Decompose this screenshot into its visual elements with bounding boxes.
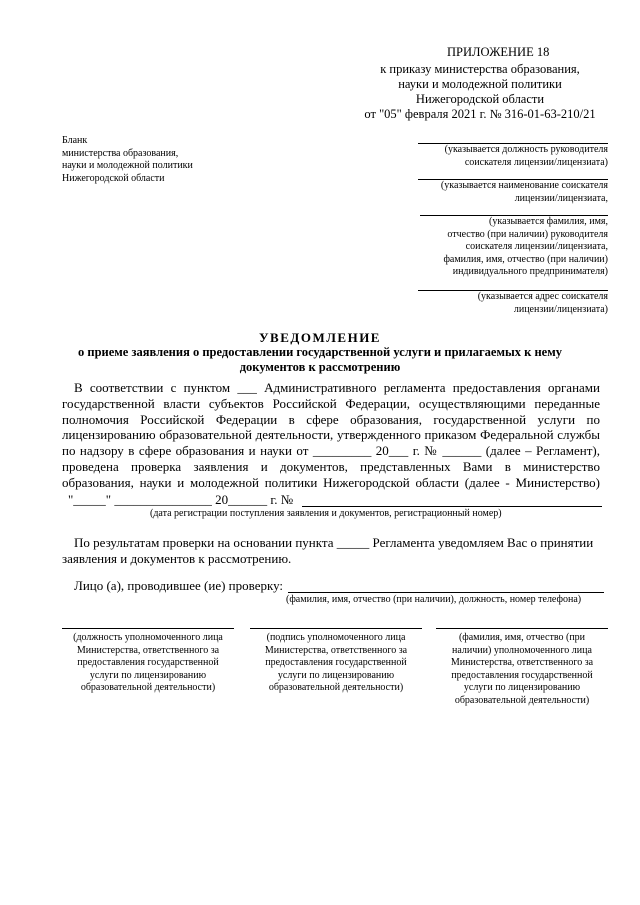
checker-line (288, 592, 604, 593)
signature-position-hint: (должность уполномоченного лица Министерства, ответственного за предоставления государственной услуги по лицензированию образовательной деятельности) (73, 632, 223, 693)
para1-line: образования, науки и молодежной политики Нижегородской области (далее - Министерство) (62, 474, 600, 490)
blank-line: науки и молодежной политики (62, 160, 193, 171)
signature-line-position (62, 628, 234, 629)
appendix-line: к приказу министерства образования, (380, 62, 580, 76)
position-hint: (указывается должность руководителя соискателя лицензии/лицензиата) (444, 144, 608, 168)
signature-line-sign (250, 628, 422, 629)
para1-line: по надзору в сфере образования и науки от _________ 20___ г. № ______ (далее – Регламент), (62, 443, 600, 459)
blank-line: Нижегородской области (62, 172, 165, 184)
paragraph-2 (62, 535, 602, 567)
address-hint: (указывается адрес соискателя лицензии/лицензиата) (477, 291, 608, 315)
appendix-line: науки и молодежной политики (398, 77, 562, 91)
notice-heading: УВЕДОМЛЕНИЕ (259, 330, 381, 345)
para1-line: лицензированию образовательной деятельности, утвержденного приказом Федеральной службы (62, 427, 600, 443)
para1-line: государственной власти субъектов Российской Федерации, осуществляющими переданные (62, 395, 600, 411)
para2-line: заявления и документов к рассмотрению. (62, 550, 292, 566)
registration-number-line (302, 506, 602, 507)
fio-hint: (указывается фамилия, имя, отчество (при наличии) руководителя соискателя лицензии/лицензиата, фамилия, имя, отчество (при наличии) индивидуального предпринимателя) (443, 216, 608, 277)
appendix-title: ПРИЛОЖЕНИЕ 18 (447, 45, 550, 59)
signature-line-name (436, 628, 608, 629)
appendix-reference (330, 62, 630, 122)
checker-hint: (фамилия, имя, отчество (при наличии), должность, номер телефона) (286, 594, 582, 605)
checker-label: Лицо (а), проводившее (ие) проверку: (74, 578, 284, 593)
blank-line: министерства образования, (62, 147, 179, 159)
notice-subtitle: о приеме заявления о предоставлении государственной услуги и прилагаемых к нему документов к рассмотрению (78, 345, 562, 374)
registration-hint: (дата регистрации поступления заявления и документов, регистрационный номер) (150, 508, 502, 519)
registration-date-line: "_____" _______________ 20______ г. № (68, 492, 294, 507)
appendix-line: от "05" февраля 2021 г. № 316-01-63-210/21 (364, 107, 596, 121)
para1-line: В соответствии с пунктом ___ Административного регламента предоставления органами (74, 380, 600, 395)
para1-line: полномочия Российской Федерации в сфере образования, государственной услуги по (62, 411, 600, 427)
appendix-line: Нижегородской области (415, 92, 545, 106)
para1-line: проведена проверка заявления и документов, представленных Вами в министерство (62, 458, 600, 474)
signature-name-hint: (фамилия, имя, отчество (при наличии) уполномоченного лица Министерства, ответственного за предоставления государственной услуги по лицензированию образовательной деятельности) (450, 632, 594, 706)
para2-line: По результатам проверки на основании пункта _____ Регламента уведомляем Вас о принятии (74, 535, 594, 550)
signature-sign-hint: (подпись уполномоченного лица Министерства, ответственного за предоставления государственной услуги по лицензированию образовательной деятельности) (264, 632, 408, 693)
letterhead-blank (62, 135, 193, 185)
paragraph-1 (62, 380, 600, 491)
name-hint: (указывается наименование соискателя лицензии/лицензиата, (440, 180, 608, 204)
blank-line: Бланк (62, 135, 88, 146)
